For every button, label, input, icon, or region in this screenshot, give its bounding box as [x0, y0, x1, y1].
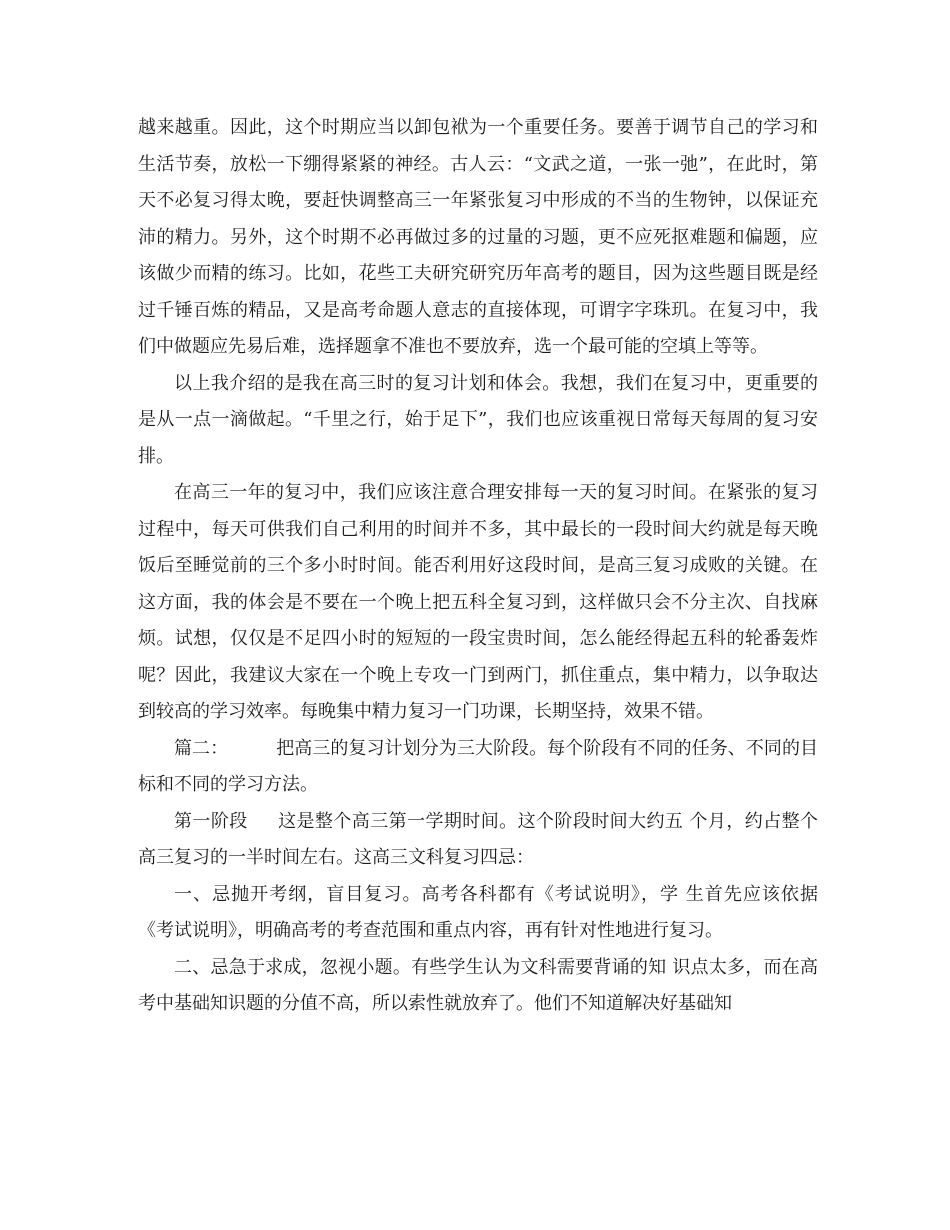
paragraph-2: 以上我介绍的是我在高三时的复习计划和体会。我想，我们在复习中，更重要的是从一点一滴做起。“千里之行，始于足下”，我们也应该重视日常每天每周的复习安排。	[138, 372, 818, 467]
paragraph-5-lead: 第一阶段	[174, 810, 248, 832]
paragraph-4-text: 把高三的复习计划分为三大阶段。每个阶段有不同的任务、不同的目标和不同的学习方法。	[138, 737, 819, 795]
paragraph-1: 越来越重。因此，这个时期应当以卸包袱为一个重要任务。要善于调节自己的学习和生活节奏，放松一下绷得紧紧的神经。古人云：“文武之道，一张一弛”，在此时，第天不必复习得太晚，要赶快调整高三一年紧张复习中形成的不当的生物钟，以保证充沛的精力。另外，这个时期不必再做过多的过量的习题，更不应死抠难题和偏题，应该做少而精的练习。比如，花些工夫研究研究历年高考的题目，因为这些题目既是经过千锤百炼的精品，又是高考命题人意志的直接体现，可谓字字珠玑。在复习中，我们中做题应先易后难，选择题拿不准也不要放弃，选一个最可能的空填上等等。	[138, 117, 818, 357]
paragraph-5	[138, 804, 818, 877]
paragraph-5-text: 这是整个高三第一学期时间。这个阶段时间大约五 个月，约占整个高三复习的一半时间左右。这高三文科复习四忌：	[138, 810, 819, 868]
paragraph-3: 在高三一年的复习中，我们应该注意合理安排每一天的复习时间。在紧张的复习过程中，每天可供我们自己利用的时间并不多，其中最长的一段时间大约就是每天晚饭后至睡觉前的三个多小时时间。能否利用好这段时间，是高三复习成败的关键。在这方面，我的体会是不要在一个晚上把五科全复习到，这样做只会不分主次、自找麻烦。试想，仅仅是不足四小时的短短的一段宝贵时间，怎么能经得起五科的轮番轰炸呢？因此，我建议大家在一个晚上专攻一门到两门，抓住重点，集中精力，以争取达到较高的学习效率。每晚集中精力复习一门功课，长期坚持，效果不错。	[138, 482, 818, 722]
paragraph-7: 二、忌急于求成，忽视小题。有些学生认为文科需要背诵的知 识点太多，而在高考中基础知识题的分值不高，所以索性就放弃了。他们不知道解决好基础知	[138, 956, 818, 1014]
document-body	[138, 110, 818, 1023]
paragraph-4-lead: 篇二：	[174, 737, 229, 759]
paragraph-6: 一、忌抛开考纲，盲目复习。高考各科都有《考试说明》，学 生首先应该依据《考试说明》，明确高考的考查范围和重点内容，再有针对性地进行复习。	[138, 883, 818, 941]
paragraph-4	[138, 731, 818, 804]
